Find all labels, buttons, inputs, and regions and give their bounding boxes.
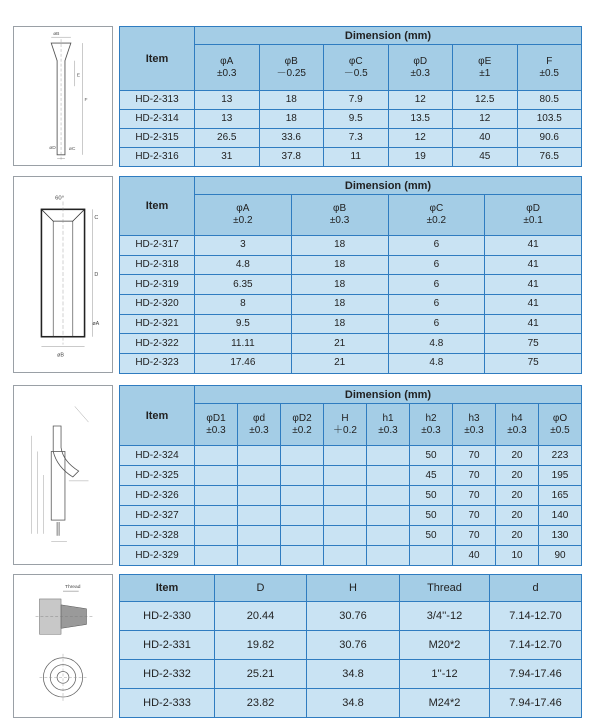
table-cell: 17.46	[195, 354, 292, 374]
item-code: HD-2-329	[120, 546, 195, 566]
table-cell	[238, 466, 281, 486]
header-text: H	[341, 412, 349, 424]
table-cell: 20	[496, 446, 539, 466]
table-cell: 8	[195, 295, 292, 315]
header-text: －0.5	[343, 67, 368, 79]
item-code: HD-2-313	[120, 91, 195, 110]
table-cell	[195, 546, 238, 566]
table-cell: 10	[496, 546, 539, 566]
table-cell: 70	[453, 466, 496, 486]
table-cell	[324, 506, 367, 526]
table-cell: 12	[453, 110, 518, 129]
table-cell: 7.94-17.46	[490, 660, 582, 689]
table-cell: 76.5	[517, 148, 582, 167]
header-text: φd	[252, 412, 266, 424]
table-cell	[238, 446, 281, 466]
header-text: ±0.3	[249, 424, 269, 436]
header-text: ±0.2	[426, 215, 447, 226]
header-text: ±0.5	[539, 67, 559, 79]
table-row	[120, 91, 582, 110]
col-header	[259, 45, 324, 91]
table-cell: 40	[453, 546, 496, 566]
item-code: HD-2-317	[120, 236, 195, 256]
item-code: HD-2-326	[120, 486, 195, 506]
table-cell	[281, 546, 324, 566]
label-c: øC	[68, 146, 76, 152]
table-row	[120, 526, 582, 546]
col-header: Thread	[400, 575, 490, 602]
header-text: φA	[220, 55, 234, 67]
col-header	[453, 404, 496, 446]
table-cell: 9.5	[195, 314, 292, 334]
item-header: Item	[120, 27, 195, 91]
table-cell: 1''-12	[400, 660, 490, 689]
item-code: HD-2-318	[120, 255, 195, 275]
table-cell: 18	[259, 91, 324, 110]
table-row	[120, 148, 582, 167]
table-cell: 6	[388, 255, 485, 275]
header-text: ±0.3	[421, 424, 441, 436]
table-cell: 7.3	[324, 129, 389, 148]
table-cell: 4.8	[388, 334, 485, 354]
table-row	[120, 110, 582, 129]
item-code: HD-2-320	[120, 295, 195, 315]
col-header	[324, 45, 389, 91]
table-cell: 75	[485, 334, 582, 354]
dimension-header: Dimension (mm)	[195, 177, 582, 195]
table-cell: 20	[496, 526, 539, 546]
table-cell: 12.5	[453, 91, 518, 110]
col-header: D	[215, 575, 307, 602]
item-code: HD-2-327	[120, 506, 195, 526]
item-code: HD-2-322	[120, 334, 195, 354]
table-cell	[238, 506, 281, 526]
spec-table-4	[119, 574, 582, 718]
table-cell: 34.8	[307, 660, 400, 689]
table-cell	[367, 446, 410, 466]
nozzle-drawing-1	[13, 26, 113, 166]
col-header	[388, 45, 453, 91]
table-cell: 20	[496, 506, 539, 526]
table-cell: 31	[195, 148, 260, 167]
table-cell: 50	[410, 526, 453, 546]
table-cell: 90	[539, 546, 582, 566]
item-code: HD-2-319	[120, 275, 195, 295]
table-cell: 33.6	[259, 129, 324, 148]
col-header	[238, 404, 281, 446]
table-cell: 20.44	[215, 602, 307, 631]
header-text: ±0.3	[217, 67, 237, 79]
header-text: ±1	[479, 67, 491, 79]
table-cell: 7.9	[324, 91, 389, 110]
table-cell: M24*2	[400, 689, 490, 718]
table-cell: 50	[410, 486, 453, 506]
table-row	[120, 602, 582, 631]
table-cell: 12	[388, 91, 453, 110]
table-cell: 7.94-17.46	[490, 689, 582, 718]
table-cell: 41	[485, 314, 582, 334]
header-text: φE	[478, 55, 492, 67]
header-text: ±0.3	[206, 424, 226, 436]
table-cell	[238, 546, 281, 566]
table-cell: 18	[259, 110, 324, 129]
table-row	[120, 506, 582, 526]
header-text: ±0.2	[292, 424, 312, 436]
header-text: φD	[413, 55, 428, 67]
header-text: F	[546, 55, 553, 67]
table-cell: 23.82	[215, 689, 307, 718]
table-cell	[281, 526, 324, 546]
table-cell: 21	[291, 354, 388, 374]
table-cell: 70	[453, 526, 496, 546]
table-cell: 19	[388, 148, 453, 167]
table-row	[120, 334, 582, 354]
dimension-header: Dimension (mm)	[195, 27, 582, 45]
table-cell: 195	[539, 466, 582, 486]
table-cell: 6	[388, 275, 485, 295]
table-row	[120, 689, 582, 718]
header-text: φC	[348, 55, 363, 67]
table-cell: 50	[410, 506, 453, 526]
table-cell: 4.8	[195, 255, 292, 275]
table-row	[120, 631, 582, 660]
table-cell: 45	[410, 466, 453, 486]
item-code: HD-2-325	[120, 466, 195, 486]
label-d: øD	[49, 145, 56, 151]
table-cell: 21	[291, 334, 388, 354]
table-cell: 18	[291, 295, 388, 315]
item-code: HD-2-314	[120, 110, 195, 129]
table-cell: 70	[453, 486, 496, 506]
nozzle-drawing-2	[13, 176, 113, 373]
table-row	[120, 236, 582, 256]
table-cell	[195, 466, 238, 486]
item-code: HD-2-321	[120, 314, 195, 334]
header-text: ±0.2	[233, 215, 253, 226]
table-cell: 50	[410, 446, 453, 466]
item-code: HD-2-331	[120, 631, 215, 660]
table-cell: 140	[539, 506, 582, 526]
table-cell	[195, 486, 238, 506]
table-cell	[367, 486, 410, 506]
header-text: －0.25	[276, 67, 306, 79]
label-b: øB	[53, 32, 60, 38]
spec-block-4	[13, 574, 582, 718]
spec-table-2	[119, 176, 582, 374]
header-text: h1	[382, 412, 394, 424]
label-e: E	[76, 73, 80, 79]
table-cell: 6	[388, 236, 485, 256]
col-header	[291, 195, 388, 236]
header-text: ±0.3	[410, 67, 430, 79]
spec-table-1	[119, 26, 582, 167]
header-text: φD1	[206, 412, 226, 424]
table-cell	[281, 446, 324, 466]
table-row	[120, 486, 582, 506]
table-cell: 6.35	[195, 275, 292, 295]
table-cell	[281, 486, 324, 506]
table-cell: 45	[453, 148, 518, 167]
label-a: øA	[92, 320, 100, 327]
table-cell	[238, 526, 281, 546]
col-header	[324, 404, 367, 446]
table-cell	[324, 526, 367, 546]
table-row	[120, 295, 582, 315]
item-code: HD-2-315	[120, 129, 195, 148]
header-text: φD	[526, 203, 540, 214]
label-angle: 60°	[55, 195, 65, 202]
col-header: d	[490, 575, 582, 602]
table-cell: 223	[539, 446, 582, 466]
item-code: HD-2-333	[120, 689, 215, 718]
table-cell: 18	[291, 255, 388, 275]
table-cell: 12	[388, 129, 453, 148]
table-cell: 30.76	[307, 602, 400, 631]
threaded-nozzle-sketch	[14, 575, 112, 717]
col-header	[496, 404, 539, 446]
item-code: HD-2-332	[120, 660, 215, 689]
table-cell	[410, 546, 453, 566]
header-text: φC	[429, 203, 444, 214]
item-header: Item	[120, 177, 195, 236]
table-cell: 20	[496, 466, 539, 486]
col-header	[453, 45, 518, 91]
col-header	[517, 45, 582, 91]
table-cell: 41	[485, 295, 582, 315]
table-cell	[367, 466, 410, 486]
table-cell: 13.5	[388, 110, 453, 129]
table-cell	[367, 546, 410, 566]
table-cell	[238, 486, 281, 506]
label-d: D	[94, 271, 99, 278]
table-cell: 41	[485, 275, 582, 295]
label-f: F	[84, 97, 88, 103]
col-header	[281, 404, 324, 446]
item-code: HD-2-316	[120, 148, 195, 167]
table-row	[120, 354, 582, 374]
item-code: HD-2-324	[120, 446, 195, 466]
header-text: φA	[236, 203, 250, 214]
spec-table-3	[119, 385, 582, 566]
col-header	[539, 404, 582, 446]
nozzle-drawing-3	[13, 385, 113, 565]
header-text: h2	[425, 412, 437, 424]
table-cell: 25.21	[215, 660, 307, 689]
table-cell: 34.8	[307, 689, 400, 718]
header-text: h4	[511, 412, 523, 424]
dimension-header: Dimension (mm)	[195, 386, 582, 404]
header-text: φD2	[292, 412, 312, 424]
table-cell	[324, 466, 367, 486]
table-cell: 3/4''-12	[400, 602, 490, 631]
header-text: ±0.3	[378, 424, 398, 436]
table-cell: 7.14-12.70	[490, 602, 582, 631]
table-row	[120, 660, 582, 689]
table-cell: 30.76	[307, 631, 400, 660]
table-cell	[195, 526, 238, 546]
table-cell	[367, 506, 410, 526]
header-text: φB	[333, 203, 347, 214]
table-cell: 6	[388, 314, 485, 334]
table-row	[120, 546, 582, 566]
table-cell: 165	[539, 486, 582, 506]
col-header	[195, 45, 260, 91]
header-text: ±0.1	[523, 215, 543, 226]
table-cell: 75	[485, 354, 582, 374]
table-cell	[281, 466, 324, 486]
table-row	[120, 466, 582, 486]
cylinder-cone-sketch	[14, 177, 112, 372]
header-text: ±0.3	[507, 424, 527, 436]
header-text: φB	[284, 55, 298, 67]
item-code: HD-2-328	[120, 526, 195, 546]
spec-block-1	[13, 26, 582, 166]
nozzle-taper-sketch	[14, 27, 112, 165]
table-cell: 18	[291, 275, 388, 295]
table-cell: 103.5	[517, 110, 582, 129]
col-header	[388, 195, 485, 236]
nozzle-drawing-4	[13, 574, 113, 718]
table-row	[120, 314, 582, 334]
header-text: φO	[552, 412, 568, 424]
table-cell	[195, 446, 238, 466]
table-cell: 80.5	[517, 91, 582, 110]
table-cell: 4.8	[388, 354, 485, 374]
table-cell	[324, 486, 367, 506]
header-text: ±0.3	[329, 215, 350, 226]
item-header: Item	[120, 386, 195, 446]
table-cell: 37.8	[259, 148, 324, 167]
table-cell: 41	[485, 255, 582, 275]
col-header	[195, 404, 238, 446]
table-cell	[324, 546, 367, 566]
label-b: øB	[57, 352, 64, 359]
item-header: Item	[120, 575, 215, 602]
table-cell: 9.5	[324, 110, 389, 129]
table-cell: 19.82	[215, 631, 307, 660]
table-cell: 6	[388, 295, 485, 315]
table-cell: 13	[195, 91, 260, 110]
header-text: h3	[468, 412, 480, 424]
table-row	[120, 446, 582, 466]
col-header	[367, 404, 410, 446]
col-header	[195, 195, 292, 236]
header-text: ±0.3	[464, 424, 484, 436]
table-cell	[281, 506, 324, 526]
table-cell: 70	[453, 506, 496, 526]
table-row	[120, 255, 582, 275]
spec-block-3	[13, 385, 582, 565]
bent-nozzle-sketch	[14, 386, 112, 564]
table-cell: 26.5	[195, 129, 260, 148]
table-cell: 40	[453, 129, 518, 148]
table-cell	[195, 506, 238, 526]
table-cell: 7.14-12.70	[490, 631, 582, 660]
col-header	[485, 195, 582, 236]
table-cell: 13	[195, 110, 260, 129]
header-text: ±0.5	[550, 424, 570, 436]
item-code: HD-2-330	[120, 602, 215, 631]
col-header	[410, 404, 453, 446]
table-row	[120, 129, 582, 148]
table-cell: 130	[539, 526, 582, 546]
table-cell: 41	[485, 236, 582, 256]
label-c: C	[94, 215, 99, 222]
spec-block-2	[13, 176, 582, 373]
label-thread: Thread	[64, 585, 81, 591]
header-text: ＋0.2	[333, 424, 357, 436]
table-row	[120, 275, 582, 295]
table-cell: 11.11	[195, 334, 292, 354]
table-cell: M20*2	[400, 631, 490, 660]
table-cell: 3	[195, 236, 292, 256]
table-cell: 20	[496, 486, 539, 506]
table-cell: 11	[324, 148, 389, 167]
table-cell: 18	[291, 236, 388, 256]
item-code: HD-2-323	[120, 354, 195, 374]
table-cell: 70	[453, 446, 496, 466]
table-cell	[367, 526, 410, 546]
table-cell: 18	[291, 314, 388, 334]
table-cell: 90.6	[517, 129, 582, 148]
table-cell	[324, 446, 367, 466]
col-header: H	[307, 575, 400, 602]
